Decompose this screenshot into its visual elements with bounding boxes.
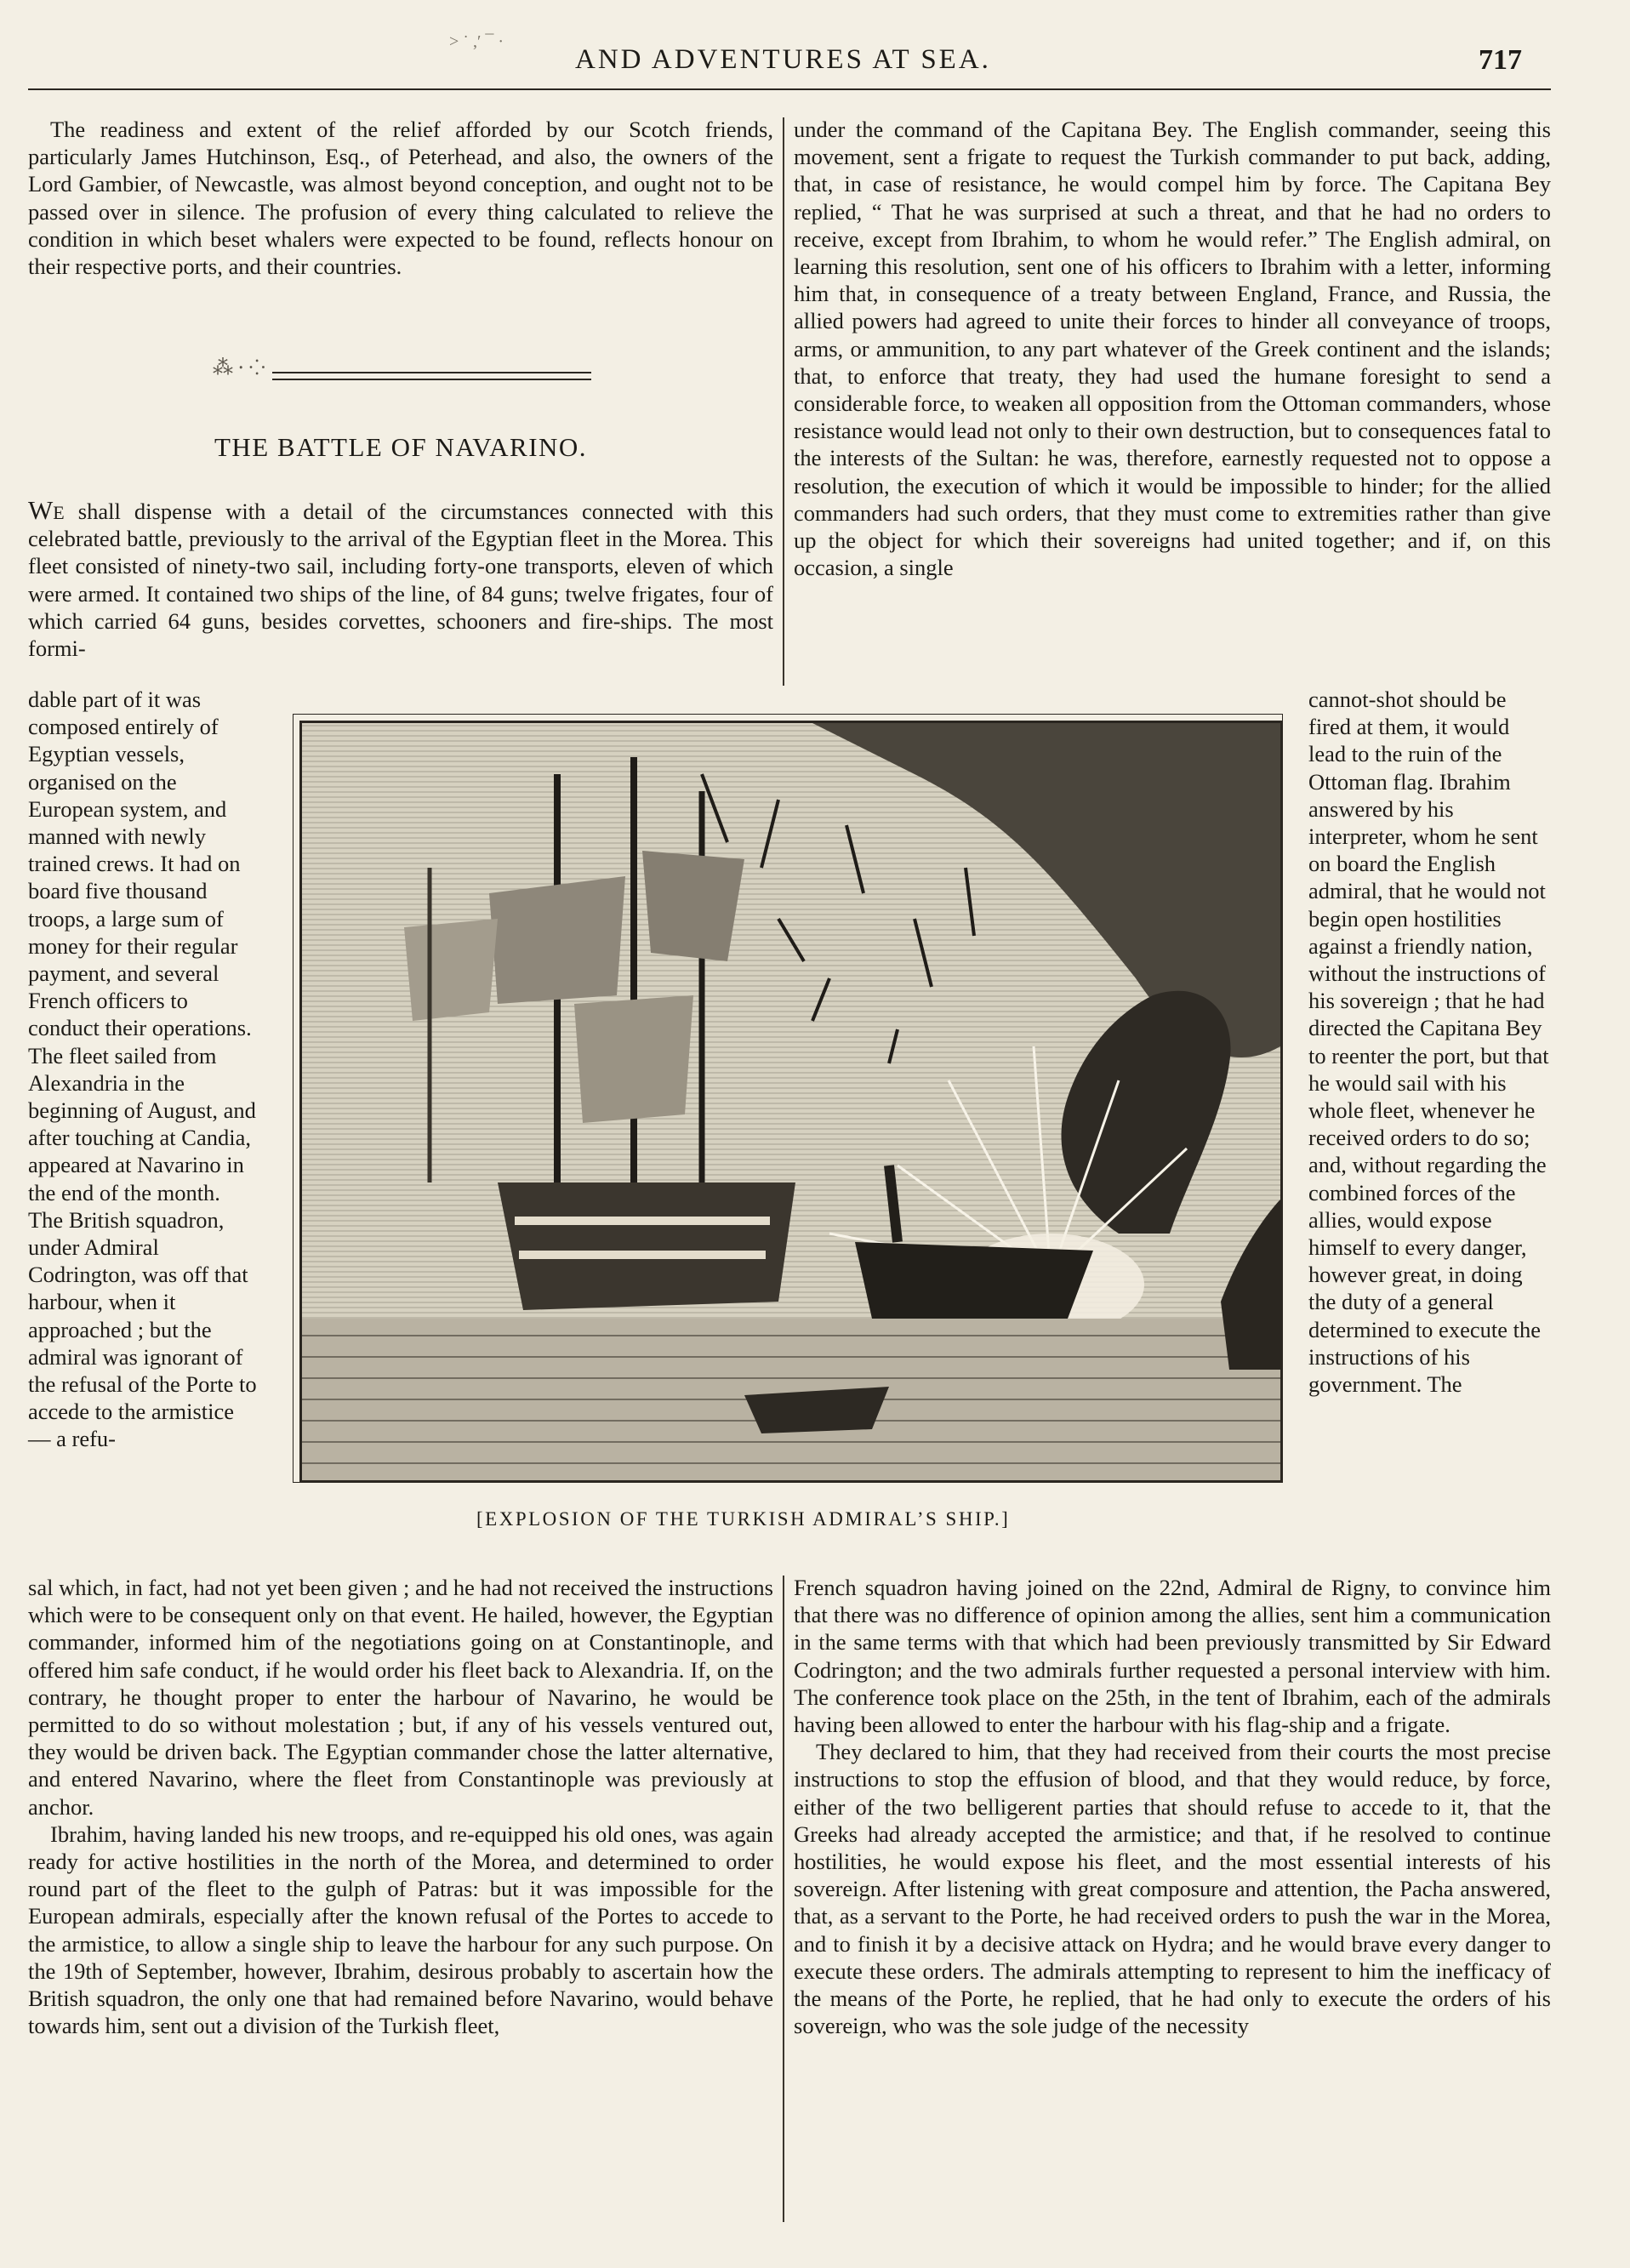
ornament-icon: ⁂ ⸱ ⁘ [213,357,266,379]
battle-engraving [302,723,1280,1480]
paragraph-1-narrow-text: dable part of it was composed entirely of Egyptian vessels, organised on the European system, and manned with newly trained crews. It had on board five thousand troops, a large sum of money for their regular payment, and several French officers to conduct their operations. The fleet sailed from Alexandria in the beginning of August, and after touching at Candia, appeared at Navarino in the end of the month. The British squadron, under Admiral Codrington, was off that harbour, when it approached ; but the admiral was ignorant of the refusal of the Porte to accede to the armistice — a refu- [28,687,257,1452]
running-title: AND ADVENTURES AT SEA. [575,44,991,75]
engraving-figure [299,721,1283,1483]
dropcap: We [28,495,65,525]
right-paragraph-2: They declared to him, that they had received from their courts the most precise instructions to stop the effusion of blood, and that they would reduce, by force, either of the two belligerent parties that should refuse to accede to it, that the Greeks had already accepted the armistice; and that, if he resolved to continue hostilities, he would expose his fleet, and the most essential interests of his sovereign. After listening with great composure and attention, the Pacha answered, that, as a servant to the Porte, he had received orders to push the war in the Morea, and to finish it by a decisive attack on Hydra; and he would brave every danger to execute these orders. The admirals attempting to represent to him the inefficacy of the means of the Porte, he replied, that he had only to execute the orders of his sovereign, who was the sole judge of the necessity [794,1739,1551,2039]
header-rule [28,88,1551,90]
section-divider [145,353,774,404]
running-header [0,32,1630,78]
print-smudge: > ˙ ,′ ¯ · [449,32,504,51]
article-paragraph-1-wide [28,497,773,662]
divider-line [272,379,591,380]
divider-line [272,372,591,373]
figure-caption: [EXPLOSION OF THE TURKISH ADMIRAL’S SHIP.] [476,1508,1011,1530]
right-wide-text: French squadron having joined on the 22nd, Admiral de Rigny, to convince him that there was no difference of opinion among the allies, sent him a communication in the same terms with that which had been previously transmitted by Sir Edward Codrington; and the two admirals further requested a personal interview with him. The conference took place on the 25th, in the tent of Ibrahim, each of the admirals having been allowed to enter the harbour with his flag-ship and a frigate. [794,1575,1551,1738]
intro-paragraph: The readiness and extent of the relief afforded by our Scotch friends, particularly James Hutchinson, Esq., of Peterhead, and also, the owners of the Lord Gambier, of Newcastle, was almost beyond conception, and ought not to be passed over in silence. The profusion of every thing calculated to relieve the condition in which beset whalers were expected to be found, reflects honour on their respective ports, and their countries. [28,117,773,280]
left-column-bottom [28,1574,773,2039]
right-paragraph-1: under the command of the Capitana Bey. The English commander, seeing this movement, sent a frigate to request the Turkish commander to put back, adding, that, in case of resistance, he would compel him by force. The Capitana Bey replied, “ That he was surprised at such a threat, and that he had no orders to receive, except from Ibrahim, to whom he would refer.” The English admiral, on learning this resolution, sent one of his officers to Ibrahim with a letter, informing him that, in consequence of a treaty between England, France, and Russia, the allied powers had agreed to unite their forces to hinder all conveyance of troops, arms, or ammunition, to any part whatever of the Greek continent and the islands; that, to enforce that treaty, they had used the humane foresight to send a considerable force, to weaken all opposition from the Ottoman commanders, whose resistance would lead not only to their own destruction, but to consequences fatal to the interests of the Sultan: he was, therefore, earnestly requested not to oppose a resolution, the execution of which it would be impossible to hinder; for the allied commanders had such orders, that they must come to extremities rather than give up the object for which their sovereigns had united together; and if, on this occasion, a single [794,117,1551,581]
intro-paragraph-block [28,116,773,280]
right-column-narrow [1308,686,1551,1398]
page-number: 717 [1479,44,1522,76]
paragraph-1-opening: shall dispense with a detail of the circumstances connected with this celebrated battle, previously to the arrival of the Egyptian fleet in the Morea. This fleet consisted of ninety-two sail, including forty-one transports, eleven of which were armed. It contained two ships of the line, of 84 guns; twelve frigates, four of which carried 64 guns, besides corvettes, schooners and fire-ships. The most formi- [28,499,774,662]
right-column-bottom [794,1574,1551,2039]
article-paragraph-1-narrow [28,686,258,1453]
right-column-top [794,116,1551,581]
paragraph-2: Ibrahim, having landed his new troops, and re-equipped his old ones, was again ready for active hostilities in the north of the Morea, and determined to order round part of the fleet to the gulph of Patras: but it was impossible for the European admirals, especially after the known refusal of the Portes to accede to the armistice, to allow a single ship to leave the harbour for any such purpose. On the 19th of September, however, Ibrahim, desirous probably to ascertain how the British squadron, the only one that had remained before Navarino, would behave towards him, sent out a division of the Turkish fleet, [28,1821,773,2039]
column-divider-top [783,117,784,686]
right-narrow-text: cannot-shot should be fired at them, it would lead to the ruin of the Ottoman flag. Ibrahim answered by his interpreter, whom he sent on board the English admiral, that he would not begin open hostilities against a friendly nation, without the instructions of his sovereign ; that he had directed the Capitana Bey to reenter the port, but that he would sail with his whole fleet, whenever he received orders to do so; and, without regarding the combined forces of the allies, would expose himself to every danger, however great, in doing the duty of a general determined to execute the instructions of his government. The [1308,687,1549,1398]
column-divider-bottom [783,1576,784,2222]
article-heading: THE BATTLE OF NAVARINO. [214,432,588,462]
paragraph-1-continued: sal which, in fact, had not yet been given ; and he had not received the instructions which were to be consequent only on that event. He hailed, however, the Egyptian commander, informed him of the negotiations going on at Constantinople, and offered him safe conduct, if he would order his fleet back to Alexandria. If, on the contrary, he thought proper to enter the harbour of Navarino, he would be permitted to do so without molestation ; but, if any of his vessels ventured out, they would be driven back. The Egyptian commander chose the latter alternative, and entered Navarino, where the fleet from Constantinople was previously at anchor. [28,1575,773,1820]
